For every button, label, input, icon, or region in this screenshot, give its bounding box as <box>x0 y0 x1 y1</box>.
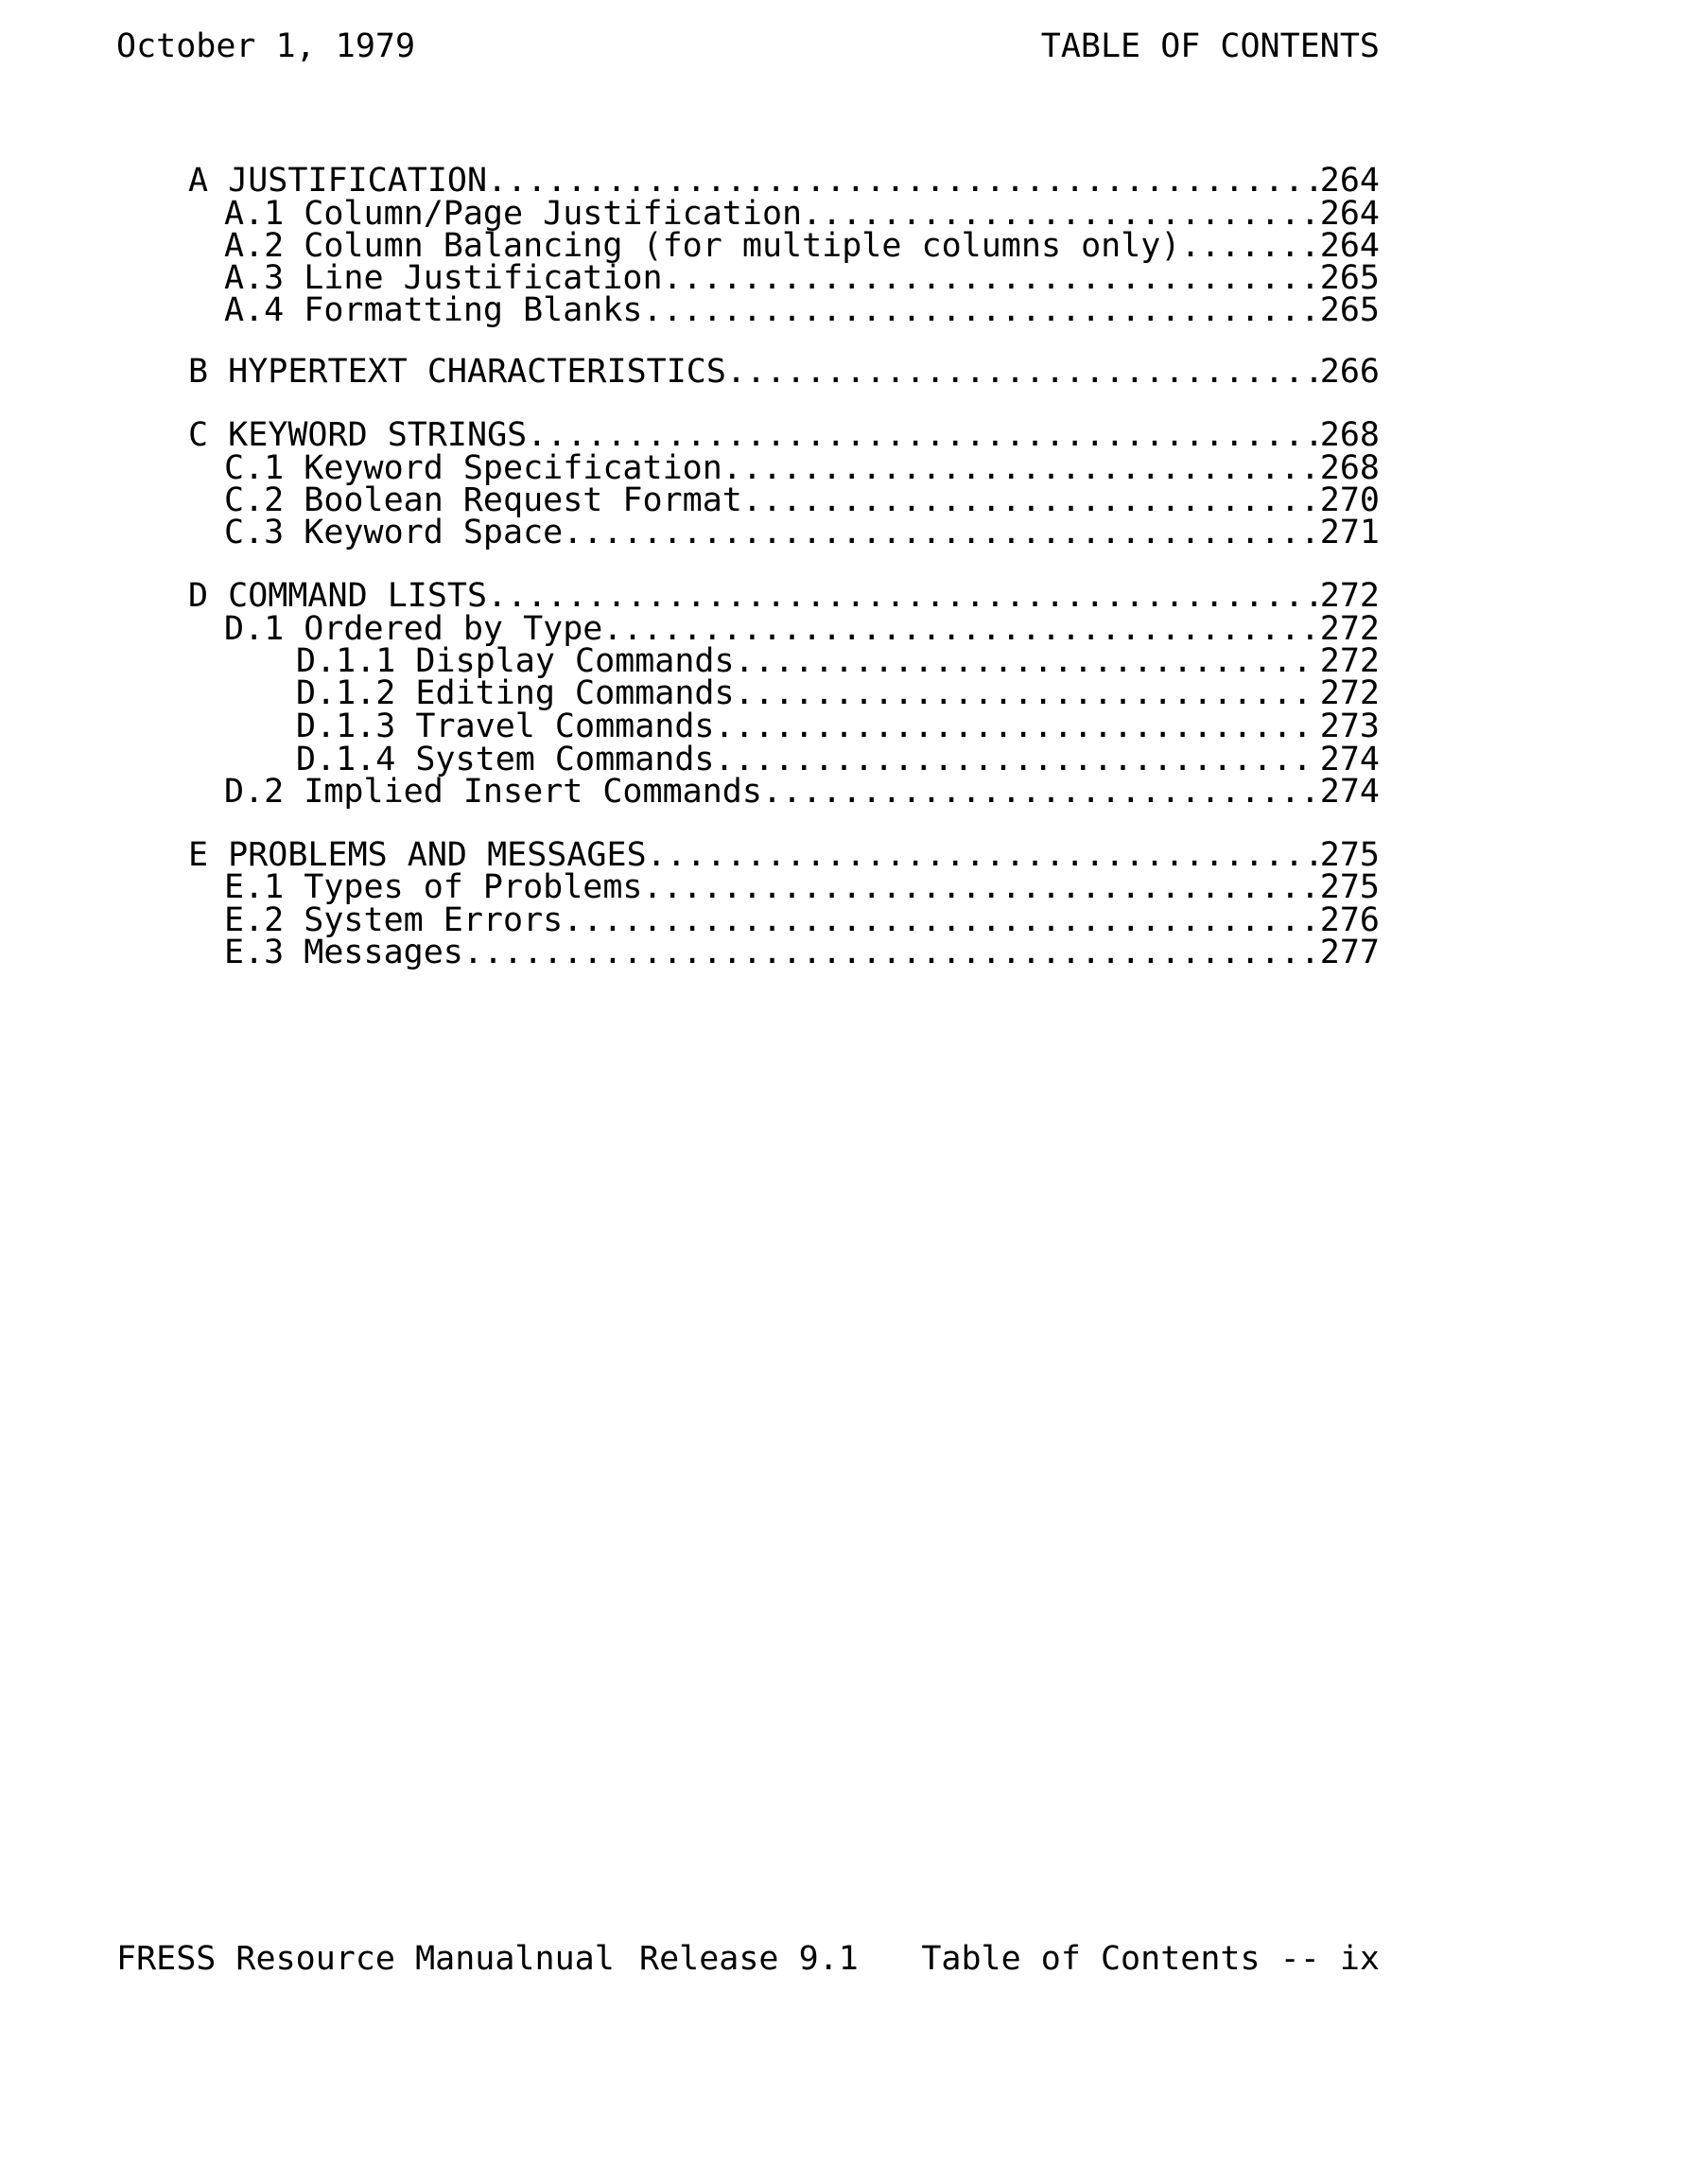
toc-entry-page: 264 <box>1319 195 1380 233</box>
toc-entry <box>224 259 1380 297</box>
toc-entry-page: 272 <box>1319 674 1380 712</box>
toc-entry-label: A JUSTIFICATION <box>188 162 488 200</box>
toc-leader-dots <box>487 165 1320 198</box>
toc-entry-page: 268 <box>1319 449 1380 487</box>
toc-leader-dots <box>715 743 1320 777</box>
toc-entry-page: 266 <box>1319 353 1380 391</box>
toc-entry-label: C.2 Boolean Request Format <box>224 481 742 519</box>
toc-entry-label: E.1 Types of Problems <box>224 868 643 906</box>
footer-release: Release 9.1 <box>639 1940 859 1978</box>
toc-entry-page: 270 <box>1319 481 1380 519</box>
toc-leader-dots <box>722 452 1320 485</box>
toc-leader-dots <box>643 294 1320 327</box>
toc-entry-page: 265 <box>1319 291 1380 329</box>
toc-entry-label: A.2 Column Balancing (for multiple columns only) <box>224 227 1181 265</box>
toc-entry <box>224 516 1380 550</box>
toc-entry <box>224 773 1380 811</box>
toc-entry <box>224 936 1380 970</box>
toc-entry <box>224 481 1380 519</box>
toc-entry-page: 277 <box>1319 934 1380 971</box>
toc-leader-dots <box>762 776 1320 809</box>
toc-entry-label: C KEYWORD STRINGS <box>188 416 528 454</box>
toc-leader-dots <box>802 198 1320 231</box>
toc-leader-dots <box>735 645 1320 678</box>
toc-entry-page: 275 <box>1319 836 1380 874</box>
toc-entry-page: 264 <box>1319 227 1380 265</box>
toc-entry-label: C.1 Keyword Specification <box>224 449 722 487</box>
toc-entry-page: 273 <box>1319 708 1380 745</box>
toc-entry-label: D COMMAND LISTS <box>188 577 488 615</box>
toc-entry <box>224 901 1380 939</box>
toc-entry-label: B HYPERTEXT CHARACTERISTICS <box>188 353 726 391</box>
toc-entry-label: D.1.1 Display Commands <box>296 642 735 680</box>
toc-entry-label: D.1.4 System Commands <box>296 741 715 778</box>
toc-entry-label: E.2 System Errors <box>224 901 564 939</box>
header-date: October 1, 1979 <box>116 27 416 65</box>
toc-entry <box>188 162 1380 200</box>
toc-entry <box>296 743 1380 777</box>
toc-leader-dots <box>1180 230 1319 263</box>
toc-entry-page: 274 <box>1319 741 1380 778</box>
toc-leader-dots <box>602 613 1319 646</box>
toc-leader-dots <box>647 839 1320 872</box>
toc-entry <box>188 836 1380 874</box>
toc-entry-page: 274 <box>1319 773 1380 811</box>
toc-entry <box>188 577 1380 615</box>
toc-entry <box>296 642 1380 680</box>
toc-entry-label: E.3 Messages <box>224 934 463 971</box>
toc-entry <box>224 195 1380 233</box>
toc-entry <box>296 674 1380 712</box>
toc-leader-dots <box>726 356 1320 389</box>
toc-entry-page: 276 <box>1319 901 1380 939</box>
toc-entry-page: 268 <box>1319 416 1380 454</box>
toc-leader-dots <box>742 484 1320 517</box>
toc-entry-label: A.4 Formatting Blanks <box>224 291 643 329</box>
toc-entry <box>188 353 1380 391</box>
toc-leader-dots <box>663 262 1320 295</box>
header-title: TABLE OF CONTENTS <box>1040 27 1380 65</box>
toc-leader-dots <box>735 677 1320 710</box>
toc-entry-page: 272 <box>1319 642 1380 680</box>
footer-manual-title: FRESS Resource Manualnual <box>116 1940 615 1978</box>
toc-entry-label: A.1 Column/Page Justification <box>224 195 803 233</box>
toc-entry-page: 272 <box>1319 577 1380 615</box>
toc-entry-page: 275 <box>1319 868 1380 906</box>
toc-entry-label: C.3 Keyword Space <box>224 514 564 551</box>
toc-entry <box>224 227 1380 265</box>
toc-entry-label: D.2 Implied Insert Commands <box>224 773 762 811</box>
toc-entry <box>188 416 1380 454</box>
footer-page-label: Table of Contents -- ix <box>921 1940 1380 1978</box>
toc-entry-page: 272 <box>1319 610 1380 648</box>
toc-entry-page: 271 <box>1319 514 1380 551</box>
toc-entry <box>224 449 1380 487</box>
toc-entry <box>224 291 1380 329</box>
toc-entry-label: A.3 Line Justification <box>224 259 663 297</box>
toc-leader-dots <box>463 936 1320 970</box>
toc-entry <box>296 710 1380 743</box>
toc-entry-page: 265 <box>1319 259 1380 297</box>
toc-leader-dots <box>563 516 1320 550</box>
toc-leader-dots <box>563 904 1320 937</box>
toc-entry-label: D.1.3 Travel Commands <box>296 708 715 745</box>
toc-entry-label: E PROBLEMS AND MESSAGES <box>188 836 647 874</box>
toc-entry <box>224 868 1380 906</box>
toc-entry-label: D.1 Ordered by Type <box>224 610 603 648</box>
toc-entry-label: D.1.2 Editing Commands <box>296 674 735 712</box>
toc-leader-dots <box>643 871 1320 904</box>
toc-leader-dots <box>487 580 1320 613</box>
toc-entry <box>224 610 1380 648</box>
toc-entry-page: 264 <box>1319 162 1380 200</box>
toc-leader-dots <box>527 419 1320 452</box>
toc-leader-dots <box>715 710 1320 743</box>
